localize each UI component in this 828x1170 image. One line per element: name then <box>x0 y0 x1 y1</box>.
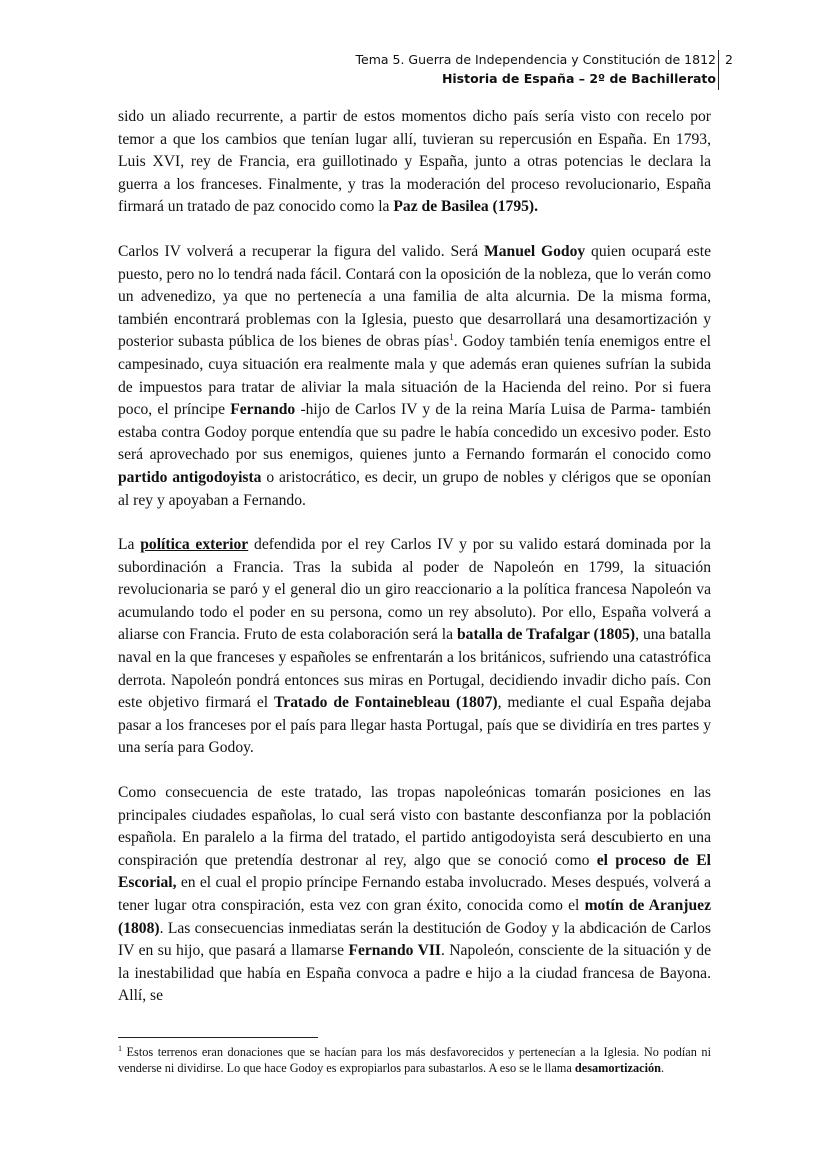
paragraph <box>118 106 711 219</box>
body-text <box>118 106 711 1030</box>
header-divider <box>718 50 719 90</box>
footnote-separator <box>118 1037 318 1038</box>
text-run: sido un aliado recurrente, a partir de estos momentos dicho país sería visto con recelo por temor a que los cambios que tenían lugar allí, tuvieran su repercusión en España. En 1793, Luis XVI, rey de Francia, era guillotinado y España, junto a otras potencias le declara la guerra a los franceses. Finalmente, y tras la moderación del proceso revolucionario, España firmará un tratado de paz conocido como la <box>118 108 711 216</box>
page-number: 2 <box>725 52 733 67</box>
bold-term: Fernando VII <box>348 942 441 960</box>
header-text <box>356 50 717 88</box>
text-run: , mediante el cual España dejaba pasar a los franceses por el país para llegar hasta Portugal, país que se dividiría en tres partes y una sería para Godoy. <box>118 694 711 757</box>
paragraph <box>118 534 711 760</box>
text-run: defendida por el rey Carlos IV y por su valido estará dominada por la subordinación a Francia. Tras la subida al poder de Napoleón en 1799, la situación revolucionaria se paró y el general dio un giro reaccionario a la política francesa Napoleón va acumulando todo el poder en su persona, como un rey absoluto). Por ello, España volverá a aliarse con Francia. Fruto de esta colaboración será la <box>118 536 711 644</box>
text-run: . Godoy también tenía enemigos entre el campesinado, cuya situación era realmente mala y que además eran quienes sufrían la subida de impuestos para tratar de aliviar la mala situación de la Hacienda del reino. Por si fuera poco, el príncipe <box>118 333 711 419</box>
text-run: Como consecuencia de este tratado, las tropas napoleónicas tomarán posiciones en las principales ciudades españolas, lo cual será visto con bastante desconfianza por la población española. En paralelo a la firma del tratado, el partido antigodoyista será descubierto en una conspiración que pretendía destronar al rey, algo que se conoció como <box>118 784 711 869</box>
text-run: . <box>660 1060 665 1075</box>
text-run: . Las consecuencias inmediatas serán la destitución de Godoy y la abdicación de Carlos IV en su hijo, que pasará a llamarse <box>118 919 711 960</box>
header-title: Tema 5. Guerra de Independencia y Constitución de 1812 <box>355 52 716 67</box>
bold-term: Tratado de Fontainebleau (1807) <box>274 694 498 712</box>
text-run: en el cual el propio príncipe Fernando estaba involucrado. Meses después, volverá a tener lugar otra conspiración, esta vez con gran éxito, conocida como el <box>118 874 711 914</box>
bold-term: Fernando <box>230 401 296 419</box>
footnote-ref: 1 <box>118 1043 122 1053</box>
footnote-ref: 1 <box>449 332 454 343</box>
text-run: o aristocrático, es decir, un grupo de nobles y clérigos que se oponían al rey y apoyaban a Fernando. <box>118 468 711 509</box>
header-subtitle: Historia de España – 2º de Bachillerato <box>441 71 716 86</box>
bold-term: desamortización <box>574 1060 661 1075</box>
paragraph <box>118 782 711 1008</box>
footnote <box>118 1045 711 1076</box>
paragraph <box>118 241 711 512</box>
bold-term: motín de Aranjuez (1808) <box>118 897 712 937</box>
text-run: Carlos IV volverá a recuperar la figura del valido. Será <box>118 242 485 260</box>
bold-term: batalla de Trafalgar (1805) <box>456 626 636 644</box>
text-run: La <box>118 536 141 554</box>
underlined-term: política exterior <box>140 536 249 554</box>
text-run: quien ocupará este puesto, pero no lo tendrá nada fácil. Contará con la oposición de la nobleza, que lo verán como un advenedizo, ya que no pertenecía a una familia de alta alcurnia. De la misma forma, también encontrará problemas con la Iglesia, puesto que desarrollará una desamortización y posterior subasta pública de los bienes de obras pías <box>118 242 711 351</box>
text-run: Estos terrenos eran donaciones que se hacían para los más desfavorecidos y pertenecían a la Iglesia. No podían ni venderse ni dividirse. Lo que hace Godoy es expropiarlos para subastarlos. A eso se le llama <box>118 1045 711 1075</box>
bold-term: Paz de Basilea (1795). <box>393 198 539 216</box>
text-run: -hijo de Carlos IV y de la reina María Luisa de Parma- también estaba contra Godoy porque entendía que su padre le había concedido un excesivo poder. Esto será aprovechado por sus enemigos, quienes junto a Fernando formarán el conocido como <box>118 401 711 464</box>
bold-term: Manuel Godoy <box>484 242 586 260</box>
bold-term: partido antigodoyista <box>118 468 262 486</box>
text-run: , una batalla naval en la que franceses y españoles se enfrentarán a los británicos, sufriendo una catastrófica derrota. Napoleón pondrá entonces sus miras en Portugal, decidiendo invadir dicho país. Con este objetivo firmará el <box>118 626 711 712</box>
text-run: . Napoleón, consciente de la situación y de la inestabilidad que había en España convoca a padre e hijo a la ciudad francesa de Bayona. Allí, se <box>118 942 711 1005</box>
page-header <box>0 50 828 90</box>
bold-term: el proceso de El Escorial, <box>118 851 711 892</box>
